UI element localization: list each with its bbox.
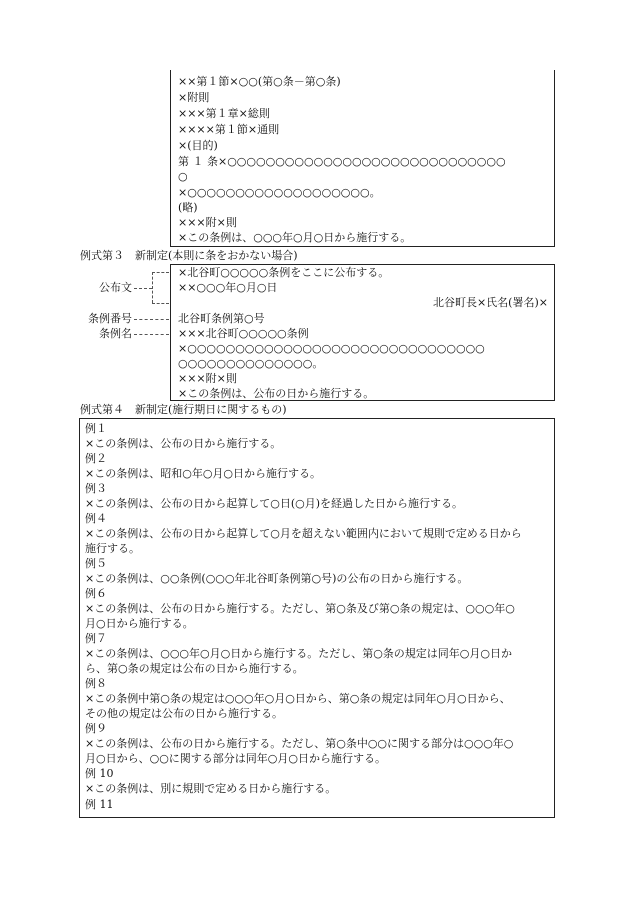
example-label: 例４ (85, 512, 107, 525)
section3-line: ×○○○○○○○○○○○○○○○○○○○○○○○○○○○○○○○ (178, 342, 485, 355)
block1-line: ×○○○○○○○○○○○○○○○○○○○。 (178, 186, 381, 199)
example-label: 例５ (85, 557, 107, 570)
label-jyorei-bangou: 条例番号 (88, 312, 132, 325)
example-text: ×この条例は、公布の日から施行する。ただし、第○条及び第○条の規定は、○○○年○ (85, 602, 515, 615)
leader-kofubun-label (134, 288, 152, 289)
leader-jyoreimei (134, 334, 169, 335)
example-label: 例７ (85, 632, 107, 645)
label-jyoreimei: 条例名 (99, 327, 132, 340)
section3-line: ×××附×則 (178, 372, 237, 385)
section3-line: ×××北谷町○○○○○条例 (178, 327, 309, 340)
section3-line: 北谷町条例第○号 (178, 312, 265, 325)
example-label: 例６ (85, 587, 107, 600)
section4-heading: 例式第４ 新制定(施行期日に関するもの) (80, 403, 287, 416)
block1-line: ×××附×則 (178, 216, 237, 229)
example-text: ら、第○条の規定は公布の日から施行する。 (85, 662, 304, 675)
leader-kofubun-vertical (152, 272, 153, 303)
label-kofubun: 公布文 (99, 281, 132, 294)
example-text: 月○日から施行する。 (85, 617, 194, 630)
example-text: ×この条例は、公布の日から施行する。 (85, 437, 282, 450)
leader-bangou (134, 319, 169, 320)
example-label: 例３ (85, 482, 107, 495)
example-text: その他の規定は公布の日から施行する。 (85, 707, 283, 720)
section3-signature: 北谷町長×氏名(署名)× (432, 296, 548, 309)
example-text: ×この条例は、公布の日から施行する。ただし、第○条中○○に関する部分は○○○年○ (85, 737, 514, 750)
block1-line: ×附則 (178, 91, 210, 104)
example-label: 例９ (85, 722, 107, 735)
example-text: ×この条例は、公布の日から起算して○月を超えない範囲内において規則で定める日から (85, 527, 522, 540)
example-text: ×この条例は、公布の日から起算して○日(○月)を経過した日から施行する。 (85, 497, 463, 510)
block1-line: 第 １ 条×○○○○○○○○○○○○○○○○○○○○○○○○○○○○○ (178, 155, 506, 168)
section3-line: ×北谷町○○○○○条例をここに公布する。 (178, 266, 390, 279)
example-text: 施行する。 (85, 542, 140, 555)
block1-line: ×この条例は、○○○年○月○日から施行する。 (178, 231, 412, 244)
leader-kofubun-top (152, 272, 169, 273)
example-text: ×この条例は、昭和○年○月○日から施行する。 (85, 467, 322, 480)
example-text: ×この条例は、○○○年○月○日から施行する。ただし、第○条の規定は同年○月○日か (85, 647, 512, 660)
leader-kofubun-bottom (152, 303, 169, 304)
example-label: 例 11 (85, 798, 114, 811)
block1-line: ×××第１章×総則 (178, 107, 270, 120)
example-label: 例２ (85, 452, 107, 465)
block1-line: ×(目的) (178, 139, 218, 152)
block1-line: ××第１節×○○(第○条－第○条) (178, 75, 341, 88)
example-label: 例１ (85, 422, 107, 435)
section3-line: ○○○○○○○○○○○○○○。 (178, 357, 324, 370)
block1-line: ○ (178, 170, 188, 183)
example-text: ×この条例は、○○条例(○○○年北谷町条例第○号)の公布の日から施行する。 (85, 572, 469, 585)
section3-line: ××○○○年○月○日 (178, 281, 278, 294)
block1-line: ××××第１節×通則 (178, 123, 280, 136)
example-text: ×この条例中第○条の規定は○○○年○月○日から、第○条の規定は同年○月○日から、 (85, 692, 511, 705)
block1-line: (略) (178, 201, 198, 214)
example-label: 例８ (85, 677, 107, 690)
section3-heading: 例式第３ 新制定(本則に条をおかない場合) (80, 249, 298, 262)
section3-line: ×この条例は、公布の日から施行する。 (178, 387, 375, 400)
example-text: ×この条例は、別に規則で定める日から施行する。 (85, 782, 337, 795)
example-text: 月○日から、○○に関する部分は同年○月○日から施行する。 (85, 752, 386, 765)
example-label: 例 10 (85, 767, 114, 780)
